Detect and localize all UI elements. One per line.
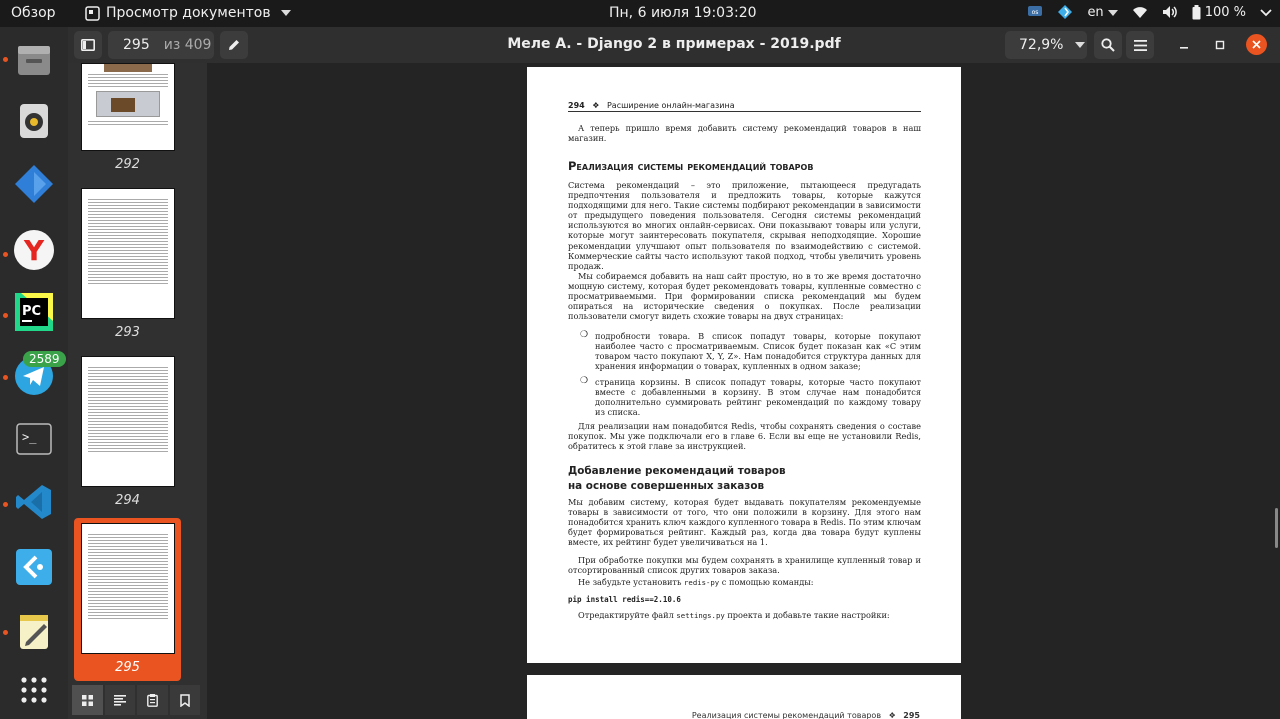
document-page-294 xyxy=(527,67,961,663)
header-page-number: 295 xyxy=(903,711,920,719)
rhythmbox-icon xyxy=(14,101,54,141)
activities-button[interactable]: Обзор xyxy=(11,5,56,21)
svg-text:>_: >_ xyxy=(22,430,37,444)
page-selector[interactable] xyxy=(108,31,214,59)
dock xyxy=(0,27,68,719)
paragraph: Мы добавим систему, которая будет выдавать покупателям рекомендуемые товары в зависимости от того, что они положили в корзину. Для этого нам понадобится хранить ключ каждого купленного товара в Redis. По этим ключам будет формироваться рейтинг. Каждый раз, когда два товара будут куплены вместе, их рейтинг будет увеличиваться на 1. xyxy=(568,497,921,548)
bullet-marker: ❍ xyxy=(580,376,589,386)
tab-bookmarks[interactable] xyxy=(170,685,201,715)
telegram-badge: 2589 xyxy=(23,351,66,367)
terminal-icon xyxy=(14,419,54,459)
vscode-app[interactable] xyxy=(11,479,57,525)
running-indicator xyxy=(3,502,8,507)
running-indicator xyxy=(3,313,8,318)
app-menu[interactable] xyxy=(85,5,291,21)
pycharm-app[interactable] xyxy=(11,289,57,335)
sidebar-tabs xyxy=(72,685,200,715)
chevron-down-icon xyxy=(1075,42,1085,48)
sidebar-toggle-button[interactable] xyxy=(74,31,102,59)
battery-indicator[interactable] xyxy=(1192,5,1246,20)
language-indicator[interactable] xyxy=(1087,5,1117,20)
kde-connect-app[interactable] xyxy=(11,544,57,590)
thumbnail-label: 293 xyxy=(115,325,140,340)
chevron-down-icon xyxy=(1108,10,1118,16)
tab-outline[interactable] xyxy=(105,685,136,715)
page-running-header xyxy=(692,711,920,719)
paragraph xyxy=(568,421,921,451)
paragraph xyxy=(568,577,921,588)
files-app[interactable] xyxy=(11,38,57,84)
document-page-295 xyxy=(527,675,961,719)
tab-thumbnails[interactable] xyxy=(72,685,103,715)
document-viewer-icon xyxy=(85,6,100,21)
section-heading: на основе совершенных заказов xyxy=(568,480,765,492)
svg-text:Y: Y xyxy=(23,234,45,267)
header-chapter-title: Реализация системы рекомендаций товаров xyxy=(691,711,882,719)
paragraph-text: Мы собираемся добавить на наш сайт простую, но в то же время достаточно мощную систему, которая будет рекомендовать товары, купленные совместно с просматриваемыми. При формировании списка рекомендаций мы будем опираться на исторические сведения о покупках. После реализации пользователи смогут видеть схожие товары на двух страницах: xyxy=(568,271,921,322)
top-bar xyxy=(0,0,1280,27)
paragraph-text: с помощью команды: xyxy=(721,577,814,587)
inline-code: redis-py xyxy=(684,578,720,587)
search-button[interactable] xyxy=(1094,31,1122,59)
paragraph: Система рекомендаций – это приложение, пытающееся предугадать предпочтения пользователя и предложить товары, которые кажутся подходящими для него. Такие системы подбирают рекомендации в зависимости от предыдущего поведения пользователя. Сегодня системы рекомендаций используются во многих онлайн-сервисах. Они показывают товары или услуги, которые могут заинтересовать покупателя, скрывая неподходящие. Хорошие рекомендации улучшают опыт пользователя по взаимодействию с системой. Коммерческие сайты часто используют такой подход, чтобы увеличить уровень продаж. xyxy=(568,180,921,271)
outline-icon xyxy=(114,695,126,706)
yandex-browser-app[interactable] xyxy=(11,227,57,273)
paragraph-text: Не забудьте установить xyxy=(578,577,682,587)
sidebar-icon xyxy=(81,39,95,51)
menu-button[interactable] xyxy=(1126,31,1154,59)
running-indicator xyxy=(3,375,8,380)
paragraph xyxy=(568,123,921,143)
header-chapter-title: Расширение онлайн-магазина xyxy=(606,101,735,110)
minimize-button[interactable] xyxy=(1176,37,1192,53)
paragraph-text: При обработке покупки мы будем сохранять в хранилище купленный товар и отсортированный список других товаров заказа. xyxy=(568,555,921,576)
files-icon xyxy=(14,41,54,81)
kde-connect-icon[interactable] xyxy=(1057,4,1073,20)
header-page-number: 294 xyxy=(568,101,585,110)
zoom-level: 72,9% xyxy=(1019,37,1064,53)
thumbnail-page-293[interactable] xyxy=(74,188,181,340)
svg-text:os: os xyxy=(1032,9,1039,16)
annotate-button[interactable] xyxy=(220,31,248,59)
thumbnail-label: 295 xyxy=(115,660,140,675)
inline-code: settings.py xyxy=(676,611,725,620)
thumbnail-page-295[interactable] xyxy=(74,518,181,681)
thumbnail-image xyxy=(81,523,175,654)
system-tray xyxy=(1027,4,1272,20)
text-editor-app[interactable] xyxy=(11,609,57,655)
thumbnail-label: 294 xyxy=(115,493,140,508)
list-item: подробности товара. В список попадут товары, которые покупают наиболее часто с просматриваемым. Список будет показан как «С этим товаром часто покупают X, Y, Z». Нам понадобится структура данных для хранения информации о товарах, купленных в одном заказе; xyxy=(595,331,921,372)
paragraph-text: проекта и добавьте такие настройки: xyxy=(727,610,890,620)
svg-text:PC: PC xyxy=(22,304,42,319)
minimize-icon xyxy=(1179,40,1189,50)
maximize-icon xyxy=(1215,40,1225,50)
thumbnail-image xyxy=(81,63,175,151)
running-indicator xyxy=(3,630,8,635)
clipboard-icon xyxy=(147,694,158,707)
paragraph-text: Отредактируйте файл xyxy=(578,610,674,620)
thumbnail-page-292[interactable] xyxy=(74,63,181,172)
grid-icon xyxy=(82,695,93,706)
pycharm-icon xyxy=(13,291,55,333)
document-scrollbar[interactable] xyxy=(1275,508,1278,548)
bullet-marker: ❍ xyxy=(580,330,589,340)
app-grid-icon xyxy=(19,675,49,705)
rhythmbox-app[interactable] xyxy=(11,98,57,144)
thumbnail-image xyxy=(81,356,175,487)
app-grid-button[interactable] xyxy=(11,667,57,713)
paragraph xyxy=(568,555,921,575)
page-running-header xyxy=(568,101,921,112)
zoom-selector[interactable] xyxy=(1005,31,1087,59)
document-view[interactable] xyxy=(207,63,1280,719)
volume-icon[interactable] xyxy=(1162,5,1178,19)
section-heading: Добавление рекомендаций товаров xyxy=(568,465,786,477)
header-ornament: ❖ xyxy=(888,711,896,719)
software-app[interactable] xyxy=(11,161,57,207)
language-label: en xyxy=(1087,4,1104,20)
document-title: Меле А. - Django 2 в примерах - 2019.pdf xyxy=(507,36,841,52)
code-block: pip install redis==2.10.6 xyxy=(568,595,681,604)
monitor-icon[interactable] xyxy=(1027,5,1043,19)
page-count-label: из 409 xyxy=(163,37,212,53)
paragraph xyxy=(568,610,921,621)
thumbnail-page-294[interactable] xyxy=(74,356,181,508)
thumbnail-sidebar xyxy=(68,63,207,719)
chevron-down-icon xyxy=(281,10,291,16)
close-icon xyxy=(1252,40,1261,49)
maximize-button[interactable] xyxy=(1212,37,1228,53)
battery-label: 100 % xyxy=(1204,4,1246,20)
software-icon xyxy=(13,163,55,205)
header-ornament: ❖ xyxy=(592,101,600,110)
running-indicator xyxy=(3,252,8,257)
search-icon xyxy=(1101,38,1115,52)
viewer-header-bar xyxy=(68,27,1280,63)
list-item: страница корзины. В список попадут товары, которые часто покупают вместе с добавленными в корзину. В этом случае нам понадобится дополнительно суммировать рейтинг рекомендаций по каждому товару из списка. xyxy=(595,377,921,418)
paragraph xyxy=(568,271,921,321)
wifi-icon[interactable] xyxy=(1132,5,1148,19)
paragraph-text: А теперь пришло время добавить систему рекомендаций товаров в наш магазин. xyxy=(568,123,921,144)
hamburger-icon xyxy=(1134,40,1147,51)
app-menu-label: Просмотр документов xyxy=(106,5,271,21)
pencil-icon xyxy=(227,38,241,52)
close-button[interactable] xyxy=(1246,34,1267,55)
paragraph-text: Для реализации нам понадобится Redis, чтобы сохранять сведения о составе покупок. Мы уже подключали его в главе 6. Если вы еще не установили Redis, обратитесь к этой главе за инструкцией. xyxy=(568,421,921,452)
vscode-icon xyxy=(14,482,54,522)
tab-annotations[interactable] xyxy=(137,685,168,715)
running-indicator xyxy=(3,57,8,62)
section-heading: Реализация системы рекомендаций товаров xyxy=(568,159,814,173)
thumbnail-image xyxy=(81,188,175,319)
bookmark-icon xyxy=(180,694,190,707)
clock[interactable]: Пн, 6 июля 19:03:20 xyxy=(609,5,757,21)
yandex-browser-icon xyxy=(13,229,55,271)
terminal-app[interactable] xyxy=(11,416,57,462)
text-editor-icon xyxy=(14,612,54,652)
current-page-input[interactable]: 295 xyxy=(123,37,150,53)
battery-icon xyxy=(1192,5,1201,20)
power-icon[interactable] xyxy=(1260,6,1272,18)
thumbnail-label: 292 xyxy=(115,157,140,172)
kde-connect-icon xyxy=(14,547,54,587)
